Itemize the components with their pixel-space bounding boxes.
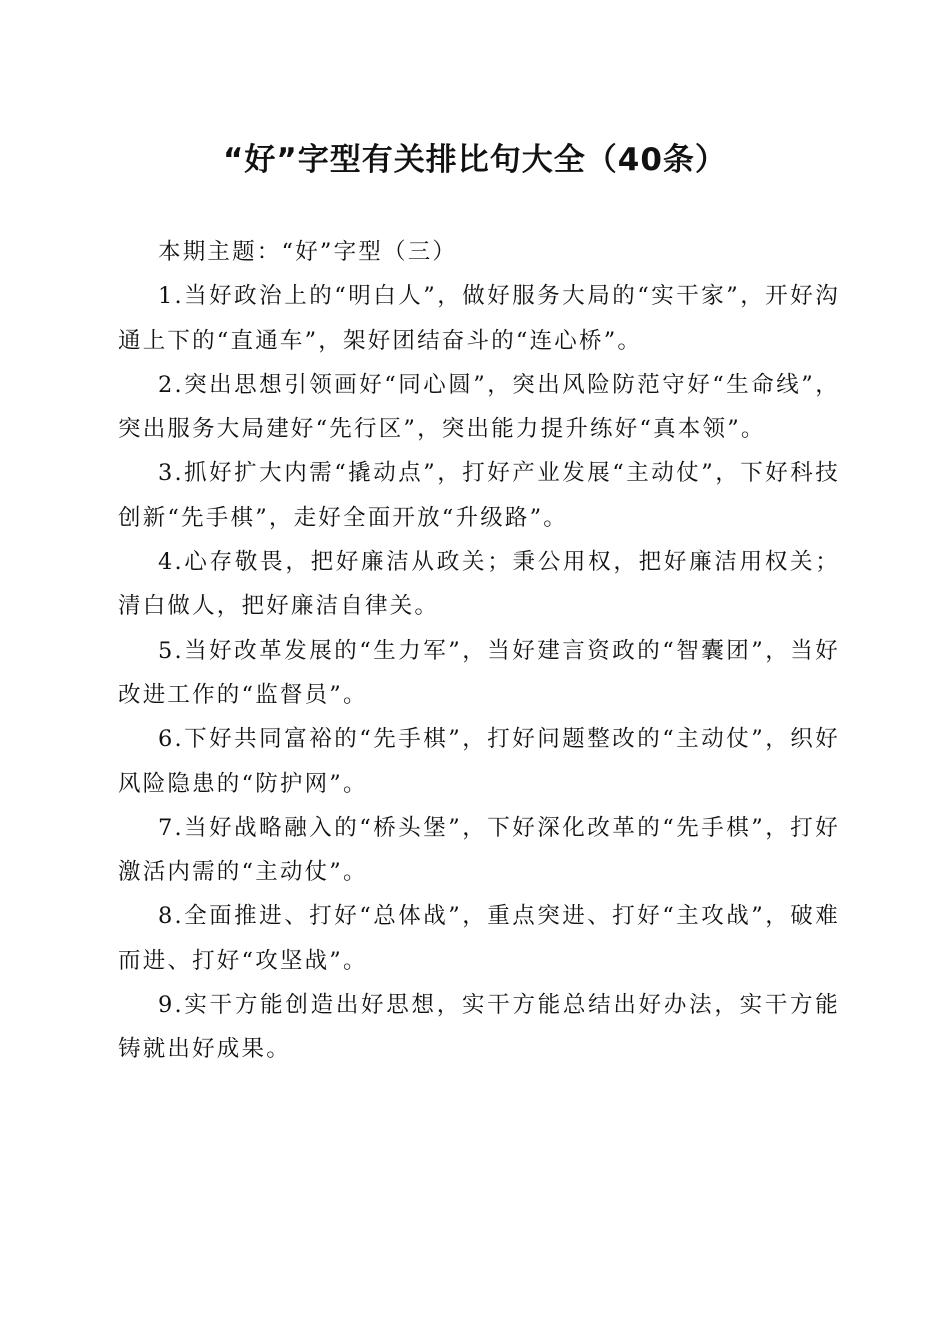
list-item: 9.实干方能创造出好思想，实干方能总结出好办法，实干方能铸就出好成果。 [118,992,840,1063]
list-item: 7.当好战略融入的“桥头堡”，下好深化改革的“先手棋”，打好激活内需的“主动仗”。 [118,814,840,886]
list-item: 4.心存敬畏，把好廉洁从政关；秉公用权，把好廉洁用权关；清白做人，把好廉洁自律关。 [118,549,840,620]
list-item: 1.当好政治上的“明白人”，做好服务大局的“实干家”，开好沟通上下的“直通车”，架好团结奋斗的“连心桥”。 [118,283,840,354]
list-item: 8.全面推进、打好“总体战”，重点突进、打好“主攻战”，破难而进、打好“攻坚战”。 [118,903,840,974]
document-title: “好”字型有关排比句大全（40条） [223,142,727,178]
list-item: 6.下好共同富裕的“先手棋”，打好问题整改的“主动仗”，织好风险隐患的“防护网”。 [118,726,840,797]
list-item: 3.抓好扩大内需“撬动点”，打好产业发展“主动仗”，下好科技创新“先手棋”，走好全面开放“升级路”。 [118,460,840,531]
document-body [118,230,840,1072]
list-item: 5.当好改革发展的“生力军”，当好建言资政的“智囊团”，当好改进工作的“监督员”。 [118,637,840,708]
topic-line: 本期主题：“好”字型（三） [158,239,458,265]
list-item: 2.突出思想引领画好“同心圆”，突出风险防范守好“生命线”，突出服务大局建好“先行区”，突出能力提升练好“真本领”。 [118,371,840,443]
